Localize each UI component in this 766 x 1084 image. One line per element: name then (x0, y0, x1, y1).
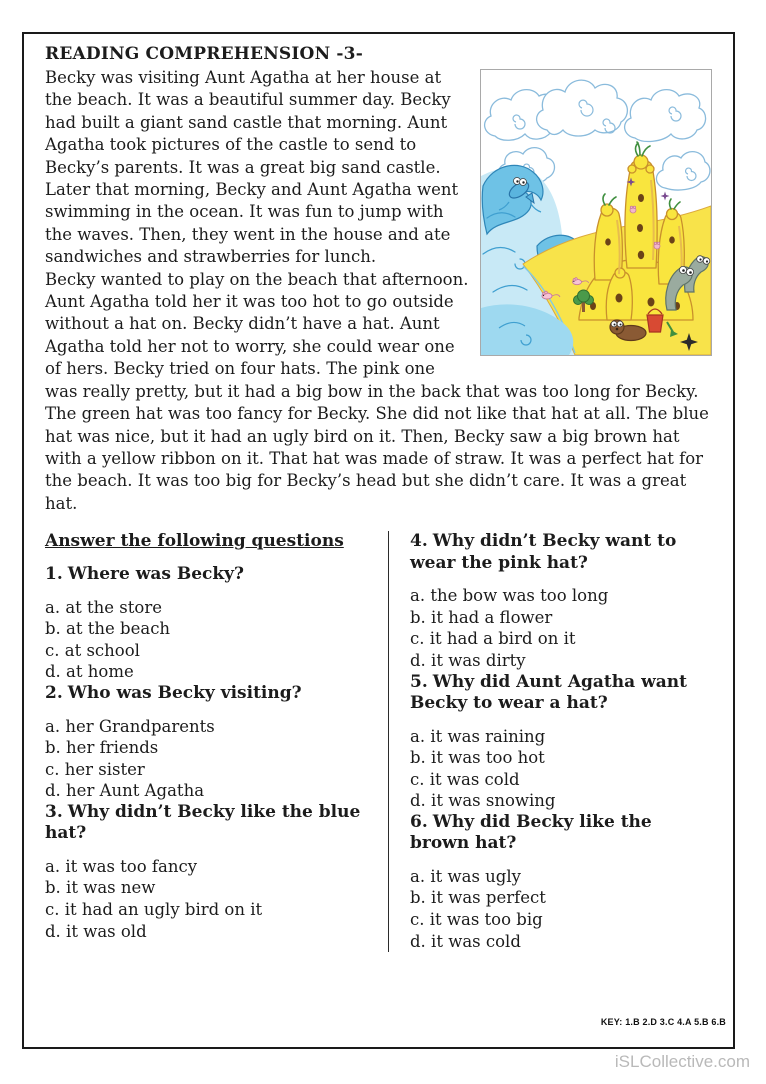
questions-column-left (45, 531, 388, 952)
question-option: c. it had an ugly bird on it (45, 900, 263, 920)
question-option: d. it was snowing (410, 791, 556, 811)
question-2-title (45, 683, 368, 705)
question-option: b. it was perfect (410, 888, 546, 908)
question-option: a. her Grandparents (45, 716, 215, 736)
questions-header: Answer the following questions (45, 531, 344, 552)
answer-key-label: KEY: (600, 1017, 623, 1027)
answer-key-values: 1.B 2.D 3.C 4.A 5.B 6.B (625, 1017, 726, 1027)
question-4-options (410, 585, 712, 671)
question-option: a. the bow was too long (410, 586, 609, 606)
question-3-title (45, 802, 368, 845)
question-3-options (45, 856, 368, 942)
passage-paragraph-2: Becky wanted to play on the beach that afternoon. Aunt Agatha told her it was too hot to go outside without a hat on. Becky didn’t have a hat. Aunt Agatha told her not to worry, she could wear one of hers. Becky tried on four hats. The pink one was really pretty, but it had a big bow in the back that was too long for Becky. The green hat was too fancy for Becky. She did not like that hat at all. The blue hat was nice, but it had an ugly bird on it. Then, Becky saw a big brown hat with a yellow ribbon on it. That hat was made of straw. It was a perfect hat for the beach. It was too big for Becky’s head but she didn’t care. It was a great hat. (45, 269, 709, 513)
question-option: a. at the store (45, 597, 162, 617)
reading-passage (45, 67, 712, 515)
question-number: 5. (410, 671, 428, 692)
question-6-options (410, 866, 712, 952)
question-option: a. it was too fancy (45, 856, 198, 876)
question-option: c. her sister (45, 759, 145, 779)
question-text: Who was Becky visiting? (67, 683, 302, 703)
question-option: d. her Aunt Agatha (45, 781, 205, 801)
question-option: a. it was raining (410, 726, 546, 746)
question-option: d. it was old (45, 921, 147, 941)
questions-section (45, 531, 712, 952)
question-option: b. it was too hot (410, 748, 545, 768)
question-number: 1. (45, 564, 63, 585)
answer-key (601, 1017, 726, 1027)
worksheet-frame (22, 32, 735, 1049)
beach-illustration (480, 69, 712, 356)
page-title: READING COMPREHENSION -3- (45, 44, 363, 64)
question-2-options (45, 716, 368, 802)
question-option: b. it had a flower (410, 607, 553, 627)
question-text: Why did Becky like the brown hat? (410, 811, 652, 854)
question-option: c. it was too big (410, 910, 543, 930)
passage-paragraph-1: Becky was visiting Aunt Agatha at her house at the beach. It was a beautiful summer day. Becky had built a giant sand castle that morning. Aunt Agatha took pictures of the castle to send to Becky’s parents. It was a great big sand castle. Later that morning, Becky and Aunt Agatha went swimming in the ocean. It was fun to jump with the waves. Then, they went in the house and ate sandwiches and strawberries for lunch. (45, 68, 459, 267)
questions-column-right (388, 531, 712, 952)
question-5-title (410, 672, 712, 715)
question-option: a. it was ugly (410, 866, 521, 886)
question-4-title (410, 531, 712, 574)
question-5-options (410, 726, 712, 812)
question-1-options (45, 597, 368, 683)
question-option: b. at the beach (45, 619, 171, 639)
question-option: d. it was dirty (410, 650, 526, 670)
question-option: c. it had a bird on it (410, 629, 576, 649)
question-number: 6. (410, 811, 428, 832)
watermark: iSLCollective.com (614, 1052, 750, 1071)
question-option: b. her friends (45, 738, 159, 758)
question-number: 4. (410, 531, 428, 552)
question-number: 3. (45, 801, 63, 822)
question-text: Why didn’t Becky like the blue hat? (45, 801, 361, 844)
question-option: b. it was new (45, 878, 156, 898)
question-6-title (410, 812, 712, 855)
question-option: d. it was cold (410, 931, 521, 951)
question-option: c. at school (45, 640, 140, 660)
question-option: d. at home (45, 662, 134, 682)
question-text: Where was Becky? (67, 564, 245, 585)
question-text: Why did Aunt Agatha want Becky to wear a hat? (410, 671, 687, 713)
question-1-title (45, 564, 368, 586)
question-number: 2. (45, 683, 63, 703)
question-text: Why didn’t Becky want to wear the pink hat? (410, 531, 677, 573)
question-option: c. it was cold (410, 769, 520, 789)
